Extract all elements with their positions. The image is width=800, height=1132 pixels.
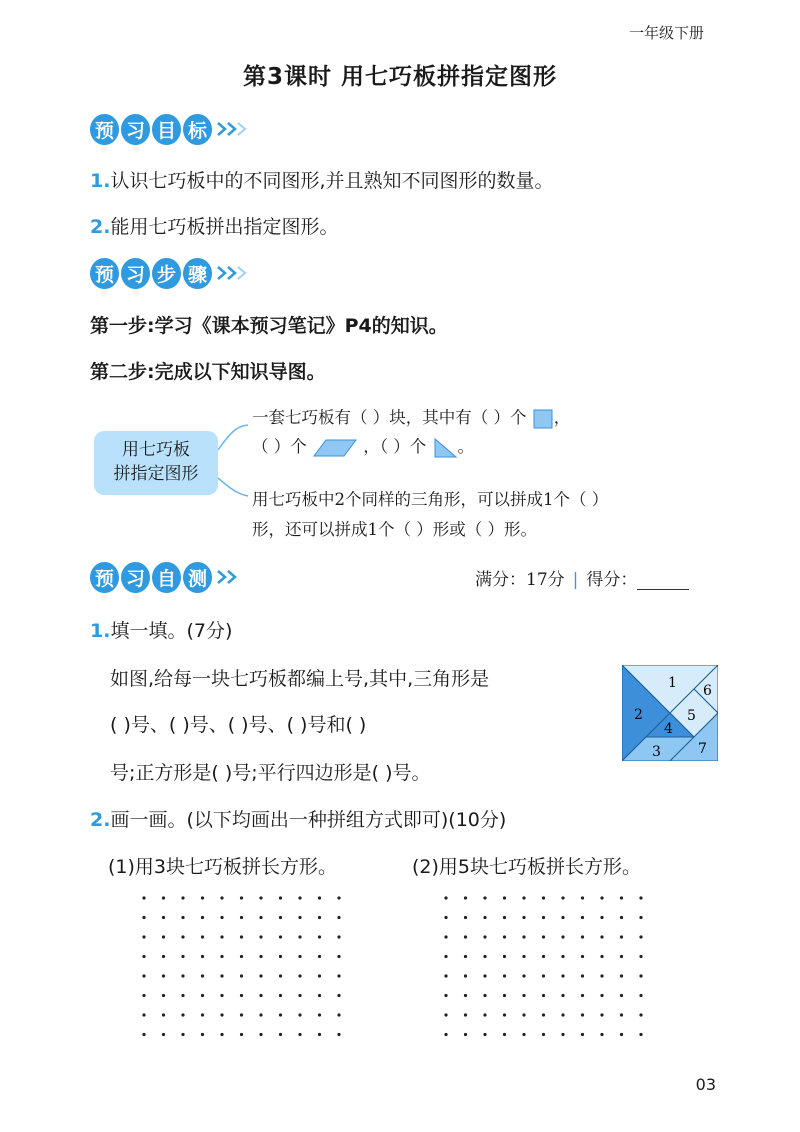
grid-dot[interactable] (162, 1013, 165, 1016)
badge-char: 自 (152, 562, 181, 593)
grid-dot[interactable] (581, 955, 584, 958)
badge-char: 目 (152, 114, 181, 145)
grid-dot[interactable] (620, 896, 623, 899)
grid-dot[interactable] (639, 1013, 642, 1016)
grid-dot[interactable] (464, 1013, 467, 1016)
grid-dot[interactable] (600, 896, 603, 899)
grid-dot[interactable] (542, 1033, 545, 1036)
grid-dot[interactable] (581, 1013, 584, 1016)
grid-dot[interactable] (201, 916, 204, 919)
score-box (475, 565, 689, 590)
grid-dot[interactable] (542, 994, 545, 997)
grid-dot[interactable] (279, 1013, 282, 1016)
grid-dot[interactable] (620, 1033, 623, 1036)
grid-dot[interactable] (240, 955, 243, 958)
grid-dot[interactable] (259, 1033, 262, 1036)
question-1-line-3: 号;正方形是( )号;平行四边形是( )号。 (110, 762, 431, 784)
grid-dot[interactable] (142, 1033, 145, 1036)
page-title: 第3课时 用七巧板拼指定图形 (242, 64, 557, 90)
goal-item: 2.能用七巧板拼出指定图形。 (90, 216, 339, 238)
grid-dot[interactable] (444, 1033, 447, 1036)
grid-dot[interactable] (298, 1033, 301, 1036)
grid-dot[interactable] (259, 994, 262, 997)
tangram-figure (622, 665, 718, 761)
grid-dot[interactable] (542, 955, 545, 958)
badge-char: 预 (90, 562, 119, 593)
grid-dot[interactable] (220, 1013, 223, 1016)
grid-dot[interactable] (522, 955, 525, 958)
square-shape-icon (532, 409, 554, 429)
grid-dot[interactable] (318, 896, 321, 899)
grid-dot[interactable] (503, 1033, 506, 1036)
grid-dot[interactable] (639, 916, 642, 919)
section-badge-test (90, 560, 242, 594)
grid-dot[interactable] (444, 1013, 447, 1016)
grid-dot[interactable] (542, 1013, 545, 1016)
grid-dot[interactable] (503, 994, 506, 997)
grid-dot[interactable] (279, 955, 282, 958)
question-1-title: 1.填一填。(7分) (90, 620, 233, 642)
grid-dot[interactable] (639, 1033, 642, 1036)
grid-dot[interactable] (620, 916, 623, 919)
grid-dot[interactable] (279, 896, 282, 899)
grid-dot[interactable] (483, 935, 486, 938)
grid-dot[interactable] (522, 896, 525, 899)
badge-char: 测 (183, 562, 212, 593)
grid-dot[interactable] (542, 896, 545, 899)
grid-dot[interactable] (561, 916, 564, 919)
grid-dot[interactable] (162, 1033, 165, 1036)
score-label: 得分： (586, 570, 638, 590)
step-item: 第一步:学习《课本预习笔记》P4的知识。 (90, 315, 448, 337)
grid-dot[interactable] (444, 955, 447, 958)
grid-dot[interactable] (503, 1013, 506, 1016)
tangram-label: 6 (703, 683, 712, 699)
grid-dot[interactable] (181, 916, 184, 919)
tangram-label: 1 (668, 675, 677, 691)
grid-dot[interactable] (220, 1033, 223, 1036)
grid-dot[interactable] (298, 916, 301, 919)
grid-dot[interactable] (600, 1033, 603, 1036)
grid-dot[interactable] (298, 935, 301, 938)
grid-dot[interactable] (298, 896, 301, 899)
grid-dot[interactable] (639, 935, 642, 938)
grid-dot[interactable] (142, 916, 145, 919)
grid-dot[interactable] (600, 916, 603, 919)
grid-dot[interactable] (318, 994, 321, 997)
grid-dot[interactable] (483, 896, 486, 899)
step-item: 第二步:完成以下知识导图。 (90, 361, 326, 383)
grid-dot[interactable] (142, 955, 145, 958)
mindmap-branch-1-line-2: （ ）个 ，（ ）个 。 (252, 433, 474, 459)
grid-dot[interactable] (542, 916, 545, 919)
grid-dot[interactable] (298, 955, 301, 958)
grid-dot[interactable] (279, 974, 282, 977)
grid-dot[interactable] (483, 955, 486, 958)
grid-dot[interactable] (162, 896, 165, 899)
grid-dot[interactable] (240, 1013, 243, 1016)
question-2-sub-2: (2)用5块七巧板拼长方形。 (412, 856, 642, 878)
grid-dot[interactable] (522, 1013, 525, 1016)
grid-dot[interactable] (581, 1033, 584, 1036)
badge-char: 预 (90, 258, 119, 289)
page-number: 03 (695, 1075, 716, 1094)
grid-dot[interactable] (581, 994, 584, 997)
grid-dot[interactable] (620, 935, 623, 938)
grid-dot[interactable] (201, 1033, 204, 1036)
tangram-label: 5 (687, 708, 696, 724)
grid-dot[interactable] (444, 994, 447, 997)
grid-dot[interactable] (220, 916, 223, 919)
grid-dot[interactable] (162, 994, 165, 997)
dot-grid-left[interactable] (138, 890, 348, 1040)
grid-dot[interactable] (464, 974, 467, 977)
badge-char: 骤 (183, 258, 212, 289)
grid-dot[interactable] (142, 994, 145, 997)
grid-dot[interactable] (483, 974, 486, 977)
grid-dot[interactable] (279, 1033, 282, 1036)
grid-dot[interactable] (600, 935, 603, 938)
grid-dot[interactable] (201, 955, 204, 958)
grid-dot[interactable] (620, 1013, 623, 1016)
grid-dot[interactable] (298, 1013, 301, 1016)
grid-dot[interactable] (181, 994, 184, 997)
tangram-label: 3 (652, 744, 661, 760)
badge-char: 习 (121, 562, 150, 593)
grid-dot[interactable] (337, 1013, 340, 1016)
grid-dot[interactable] (483, 1013, 486, 1016)
parallelogram-shape-icon (312, 438, 358, 458)
grid-dot[interactable] (259, 1013, 262, 1016)
grid-dot[interactable] (464, 955, 467, 958)
grid-dot[interactable] (240, 974, 243, 977)
grid-dot[interactable] (220, 994, 223, 997)
grid-dot[interactable] (318, 955, 321, 958)
grid-dot[interactable] (542, 974, 545, 977)
grid-dot[interactable] (240, 896, 243, 899)
grid-dot[interactable] (162, 974, 165, 977)
grid-dot[interactable] (444, 916, 447, 919)
grid-dot[interactable] (259, 935, 262, 938)
grid-dot[interactable] (181, 896, 184, 899)
grid-dot[interactable] (259, 916, 262, 919)
grid-dot[interactable] (181, 1033, 184, 1036)
grid-dot[interactable] (337, 955, 340, 958)
question-1-line-2: ( )号、( )号、( )号、( )号和( ) (110, 714, 367, 736)
grid-dot[interactable] (522, 974, 525, 977)
tangram-label: 7 (698, 741, 707, 757)
tangram-label: 4 (664, 721, 673, 737)
question-2-title: 2.画一画。(以下均画出一种拼组方式即可)(10分) (90, 809, 507, 831)
grid-dot[interactable] (162, 916, 165, 919)
grid-dot[interactable] (444, 896, 447, 899)
grid-dot[interactable] (503, 896, 506, 899)
grid-dot[interactable] (561, 1013, 564, 1016)
tangram-label: 2 (634, 707, 643, 723)
grid-dot[interactable] (639, 974, 642, 977)
grid-dot[interactable] (464, 896, 467, 899)
grid-dot[interactable] (298, 974, 301, 977)
mindmap-branch-1-line-1: 一套七巧板有（ ）块，其中有（ ）个 ， (252, 408, 571, 427)
grid-dot[interactable] (620, 974, 623, 977)
grid-dot[interactable] (639, 896, 642, 899)
grid-dot[interactable] (298, 994, 301, 997)
grid-dot[interactable] (581, 896, 584, 899)
triangle-shape-icon (432, 437, 458, 459)
grid-dot[interactable] (318, 916, 321, 919)
grid-dot[interactable] (181, 1013, 184, 1016)
grid-dot[interactable] (581, 974, 584, 977)
grid-dot[interactable] (337, 935, 340, 938)
grid-dot[interactable] (464, 1033, 467, 1036)
grid-dot[interactable] (503, 955, 506, 958)
grid-dot[interactable] (318, 1033, 321, 1036)
grid-dot[interactable] (240, 935, 243, 938)
grid-dot[interactable] (279, 994, 282, 997)
grid-dot[interactable] (201, 974, 204, 977)
grid-dot[interactable] (483, 1033, 486, 1036)
grid-dot[interactable] (220, 896, 223, 899)
grid-dot[interactable] (142, 896, 145, 899)
grid-dot[interactable] (181, 974, 184, 977)
grade-label: 一年级下册 (628, 24, 704, 42)
grid-dot[interactable] (561, 955, 564, 958)
full-score: 满分：17分 (475, 570, 565, 590)
grid-dot[interactable] (201, 896, 204, 899)
question-1-line-1: 如图,给每一块七巧板都编上号,其中,三角形是 (110, 668, 490, 690)
grid-dot[interactable] (201, 994, 204, 997)
grid-dot[interactable] (240, 916, 243, 919)
grid-dot[interactable] (142, 974, 145, 977)
grid-dot[interactable] (464, 935, 467, 938)
badge-char: 步 (152, 258, 181, 289)
score-divider: | (572, 570, 579, 590)
grid-dot[interactable] (142, 935, 145, 938)
grid-dot[interactable] (220, 974, 223, 977)
badge-char: 习 (121, 258, 150, 289)
grid-dot[interactable] (561, 974, 564, 977)
mindmap-branch-2-line-2: 形，还可以拼成1个（ ）形或（ ）形。 (252, 520, 537, 539)
grid-dot[interactable] (337, 994, 340, 997)
goal-item: 1.认识七巧板中的不同图形,并且熟知不同图形的数量。 (90, 170, 554, 192)
score-blank[interactable] (637, 572, 689, 590)
grid-dot[interactable] (561, 935, 564, 938)
grid-dot[interactable] (279, 935, 282, 938)
grid-dot[interactable] (503, 916, 506, 919)
mindmap-branch-2-line-1: 用七巧板中2个同样的三角形，可以拼成1个（ ） (252, 490, 609, 509)
grid-dot[interactable] (464, 916, 467, 919)
grid-dot[interactable] (162, 935, 165, 938)
grid-dot[interactable] (444, 974, 447, 977)
grid-dot[interactable] (639, 994, 642, 997)
grid-dot[interactable] (581, 935, 584, 938)
badge-char: 预 (90, 114, 119, 145)
grid-dot[interactable] (201, 935, 204, 938)
grid-dot[interactable] (581, 916, 584, 919)
grid-dot[interactable] (142, 1013, 145, 1016)
grid-dot[interactable] (620, 955, 623, 958)
grid-dot[interactable] (337, 1033, 340, 1036)
grid-dot[interactable] (181, 955, 184, 958)
grid-dot[interactable] (600, 974, 603, 977)
grid-dot[interactable] (162, 955, 165, 958)
grid-dot[interactable] (318, 974, 321, 977)
grid-dot[interactable] (600, 955, 603, 958)
grid-dot[interactable] (600, 994, 603, 997)
grid-dot[interactable] (503, 935, 506, 938)
grid-dot[interactable] (279, 916, 282, 919)
grid-dot[interactable] (483, 994, 486, 997)
grid-dot[interactable] (561, 896, 564, 899)
grid-dot[interactable] (337, 916, 340, 919)
mindmap-center-node: 用七巧板 拼指定图形 (94, 431, 218, 495)
double-chevron-icon (216, 568, 242, 586)
grid-dot[interactable] (220, 955, 223, 958)
badge-char: 习 (121, 114, 150, 145)
grid-dot[interactable] (464, 994, 467, 997)
grid-dot[interactable] (181, 935, 184, 938)
grid-dot[interactable] (220, 935, 223, 938)
grid-dot[interactable] (318, 935, 321, 938)
grid-dot[interactable] (201, 1013, 204, 1016)
grid-dot[interactable] (259, 974, 262, 977)
grid-dot[interactable] (240, 994, 243, 997)
grid-dot[interactable] (503, 974, 506, 977)
dot-grid-right[interactable] (440, 890, 650, 1040)
grid-dot[interactable] (600, 1013, 603, 1016)
grid-dot[interactable] (620, 994, 623, 997)
grid-dot[interactable] (639, 955, 642, 958)
grid-dot[interactable] (522, 916, 525, 919)
badge-char: 标 (183, 114, 212, 145)
grid-dot[interactable] (483, 916, 486, 919)
grid-dot[interactable] (337, 896, 340, 899)
grid-dot[interactable] (561, 994, 564, 997)
grid-dot[interactable] (561, 1033, 564, 1036)
grid-dot[interactable] (240, 1033, 243, 1036)
grid-dot[interactable] (318, 1013, 321, 1016)
grid-dot[interactable] (522, 935, 525, 938)
grid-dot[interactable] (259, 955, 262, 958)
grid-dot[interactable] (337, 974, 340, 977)
grid-dot[interactable] (444, 935, 447, 938)
grid-dot[interactable] (522, 994, 525, 997)
grid-dot[interactable] (522, 1033, 525, 1036)
grid-dot[interactable] (259, 896, 262, 899)
grid-dot[interactable] (542, 935, 545, 938)
question-2-sub-1: (1)用3块七巧板拼长方形。 (108, 856, 338, 878)
